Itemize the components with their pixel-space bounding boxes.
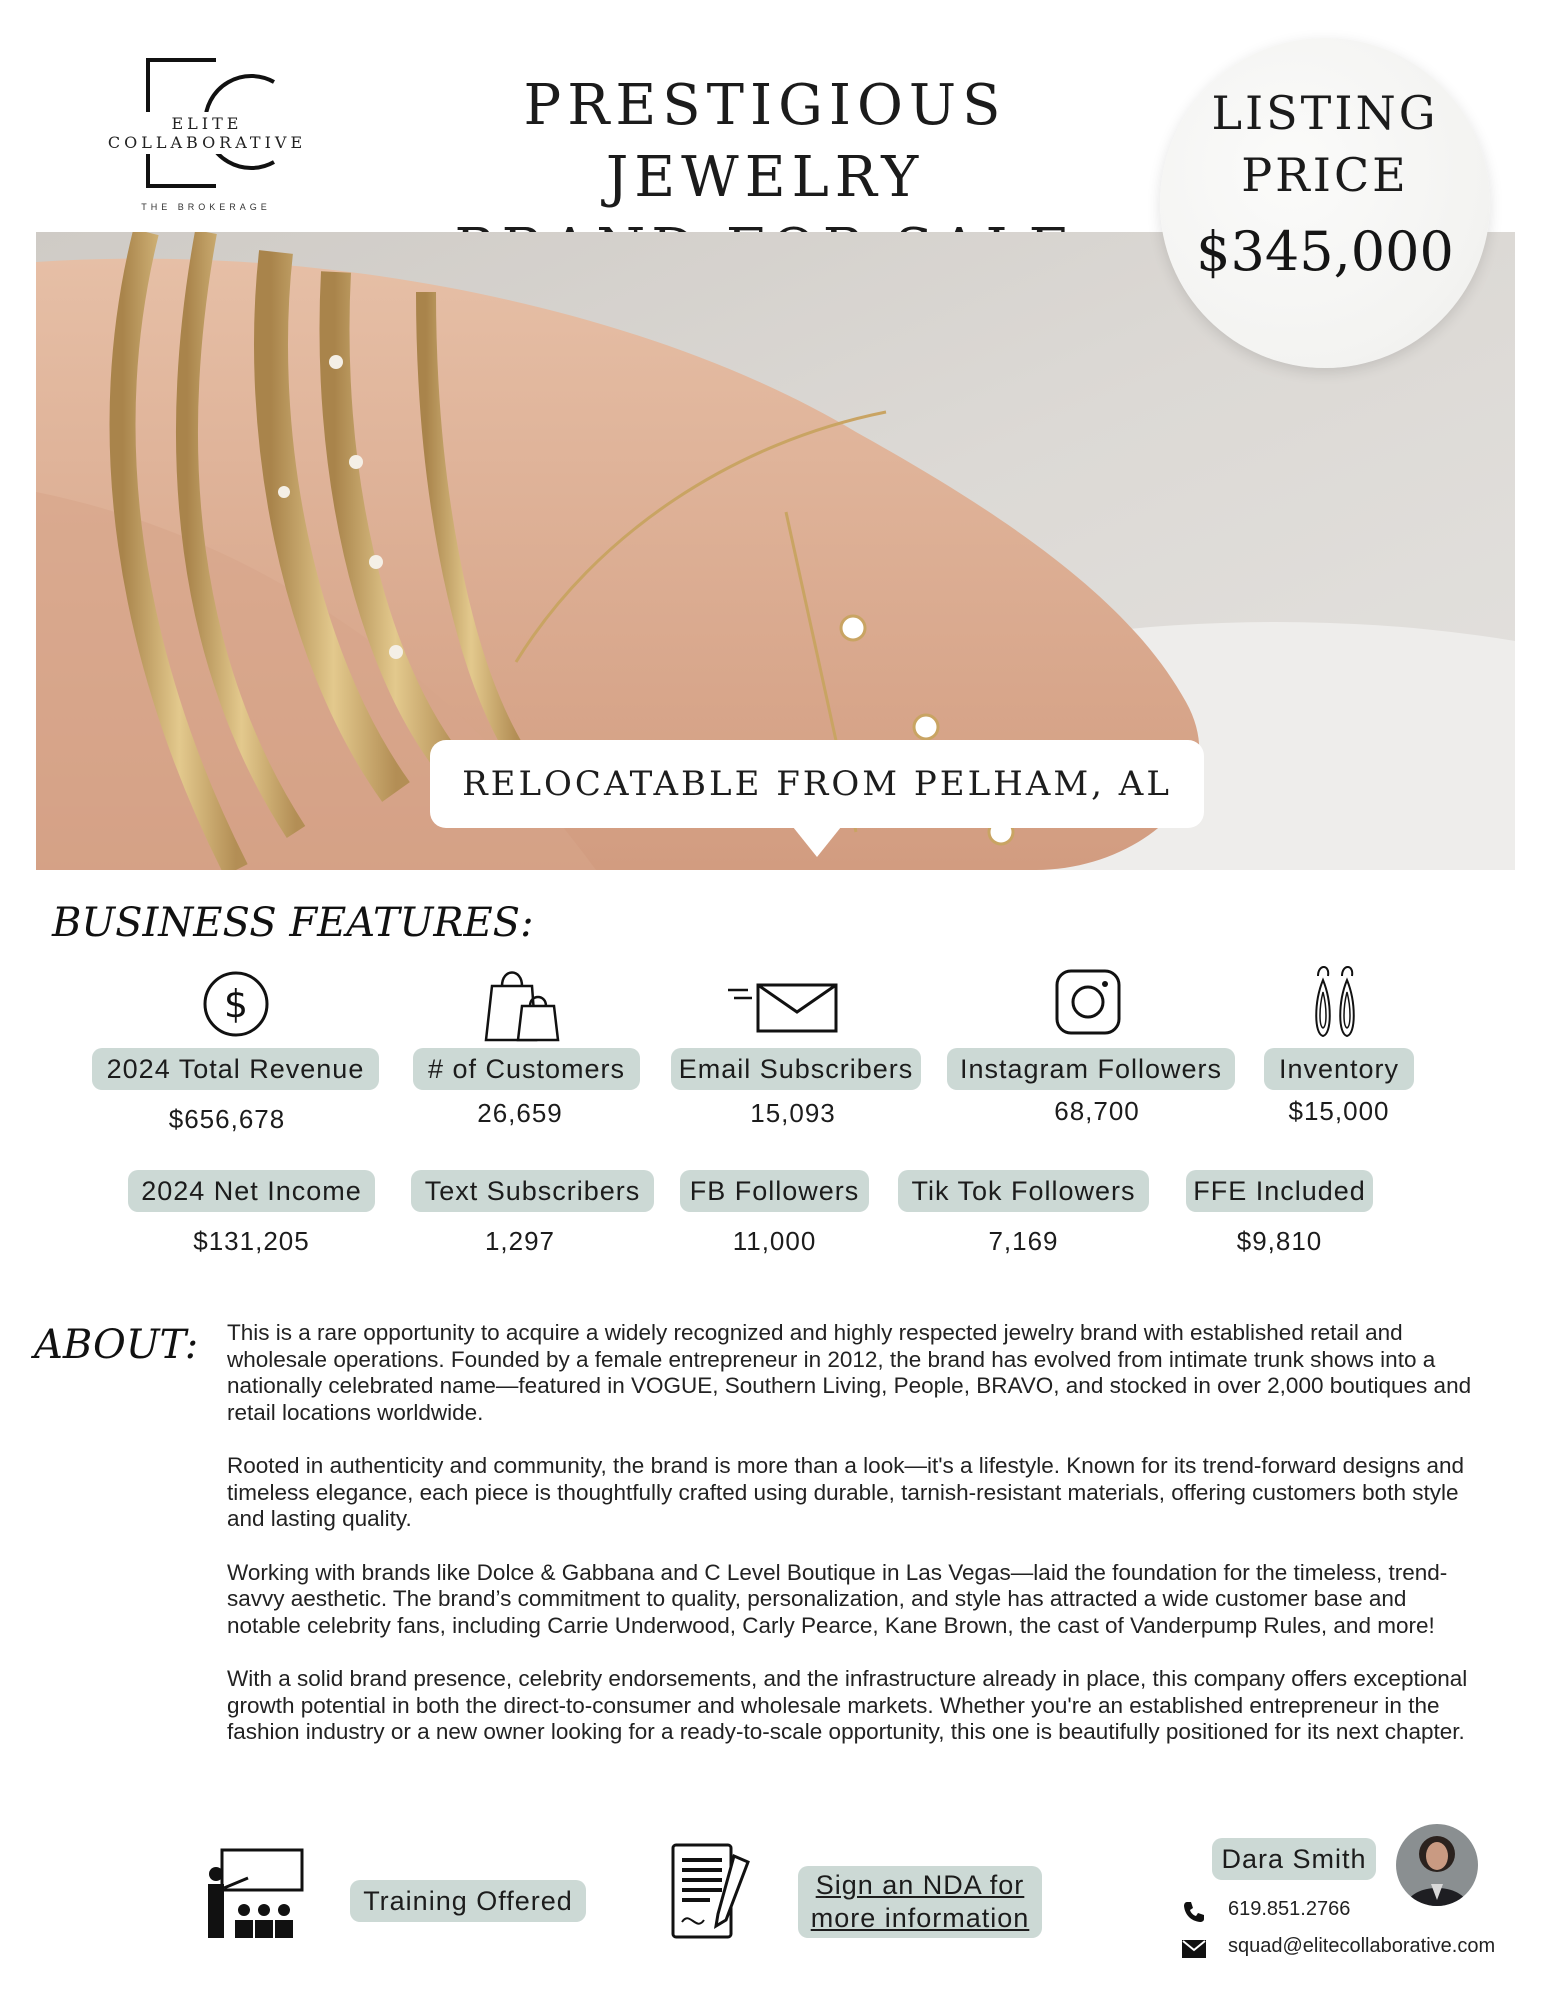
envelope-icon (726, 982, 840, 1034)
nda-link-line-1[interactable]: Sign an NDA for (815, 1870, 1025, 1900)
agent-email[interactable]: squad@elitecollaborative.com (1228, 1935, 1496, 1957)
earrings-icon (1308, 962, 1364, 1038)
feature-label-tiktok-followers: Tik Tok Followers (898, 1170, 1149, 1212)
feature-value-total-revenue: $656,678 (168, 1104, 286, 1134)
about-paragraph-4: With a solid brand presence, celebrity endorsements, and the infrastructure already in place, this company offers exceptional growth potential in both the direct-to-consumer and wholesale markets. Whether you're an established entrepreneur in the fashion industry or a new owner looking for a ready-to-scale opportunity, this one is beautifully positioned for its next chapter. (227, 1666, 1468, 1744)
feature-label-total-revenue: 2024 Total Revenue (92, 1048, 379, 1090)
feature-value-inventory: $15,000 (1288, 1096, 1390, 1126)
feature-value-email-subscribers: 15,093 (750, 1098, 836, 1128)
feature-value-instagram-followers: 68,700 (1054, 1096, 1140, 1126)
feature-label-customers: # of Customers (413, 1048, 640, 1090)
training-presentation-icon (204, 1848, 308, 1940)
feature-label-ffe-included: FFE Included (1186, 1170, 1373, 1212)
callout-pointer (793, 827, 841, 857)
about-body (227, 1320, 1477, 1773)
feature-value-ffe-included: $9,810 (1236, 1226, 1323, 1256)
feature-value-fb-followers: 11,000 (732, 1226, 817, 1256)
about-paragraph-2: Rooted in authenticity and community, the brand is more than a look—it's a lifestyle. Known for its trend-forward designs and timeless elegance, each piece is thoughtfully crafted using durable, tarnish-resistant materials, offering customers both style and lasting quality. (227, 1453, 1465, 1531)
shopping-bags-icon (482, 966, 560, 1042)
agent-avatar (1396, 1824, 1478, 1906)
feature-label-instagram-followers: Instagram Followers (947, 1048, 1235, 1090)
listing-price: $345,000 (1196, 220, 1454, 283)
feature-value-net-income: $131,205 (193, 1226, 310, 1256)
signed-document-icon (670, 1842, 752, 1940)
phone-icon (1182, 1900, 1206, 1924)
nda-link-line-2[interactable]: more information (810, 1903, 1030, 1933)
feature-label-text-subscribers: Text Subscribers (411, 1170, 654, 1212)
agent-name: Dara Smith (1212, 1838, 1376, 1880)
feature-label-fb-followers: FB Followers (680, 1170, 869, 1212)
feature-label-inventory: Inventory (1264, 1048, 1414, 1090)
feature-value-tiktok-followers: 7,169 (988, 1226, 1059, 1256)
feature-value-customers: 26,659 (477, 1098, 563, 1128)
price-label-line-1: LISTING (1211, 86, 1439, 140)
agent-photo (1396, 1824, 1478, 1906)
relocation-callout: RELOCATABLE FROM PELHAM, AL (430, 740, 1204, 828)
about-paragraph-1: This is a rare opportunity to acquire a widely recognized and highly respected jewelry brand with established retail and wholesale operations. Founded by a female entrepreneur in 2012, the brand has evolved from intimate trunk shows into a nationally celebrated name—featured in VOGUE, Southern Living, People, BRAVO, and stocked in over 2,000 boutiques and retail locations worldwide. (227, 1320, 1472, 1425)
dollar-icon (202, 970, 270, 1038)
instagram-icon (1054, 968, 1122, 1036)
nda-link[interactable] (798, 1866, 1042, 1938)
about-heading: ABOUT: (34, 1322, 199, 1368)
brand-name: ELITE COLLABORATIVE (72, 112, 342, 154)
brand-subtitle: THE BROKERAGE (141, 202, 271, 212)
training-offered-label: Training Offered (350, 1880, 586, 1922)
about-paragraph-3: Working with brands like Dolce & Gabbana and C Level Boutique in Las Vegas—laid the foundation for the timeless, trend-savvy aesthetic. The brand’s commitment to quality, personalization, and style has attracted a wide customer base and notable celebrity fans, including Carrie Underwood, Carly Pearce, Kane Brown, the cast of Vanderpump Rules, and more! (227, 1559, 1448, 1638)
title-line-1: PRESTIGIOUS JEWELRY (523, 73, 1007, 210)
brand-logo (66, 58, 336, 218)
feature-label-email-subscribers: Email Subscribers (671, 1048, 921, 1090)
price-label-line-2: PRICE (1241, 148, 1409, 202)
listing-price-badge (1160, 38, 1490, 368)
svg-text:$: $ (223, 982, 249, 1026)
feature-value-text-subscribers: 1,297 (484, 1226, 556, 1256)
price-label (1160, 82, 1490, 206)
mail-icon (1182, 1940, 1206, 1958)
agent-phone[interactable]: 619.851.2766 (1228, 1898, 1351, 1920)
business-features-heading: BUSINESS FEATURES: (52, 900, 534, 946)
feature-label-net-income: 2024 Net Income (128, 1170, 375, 1212)
